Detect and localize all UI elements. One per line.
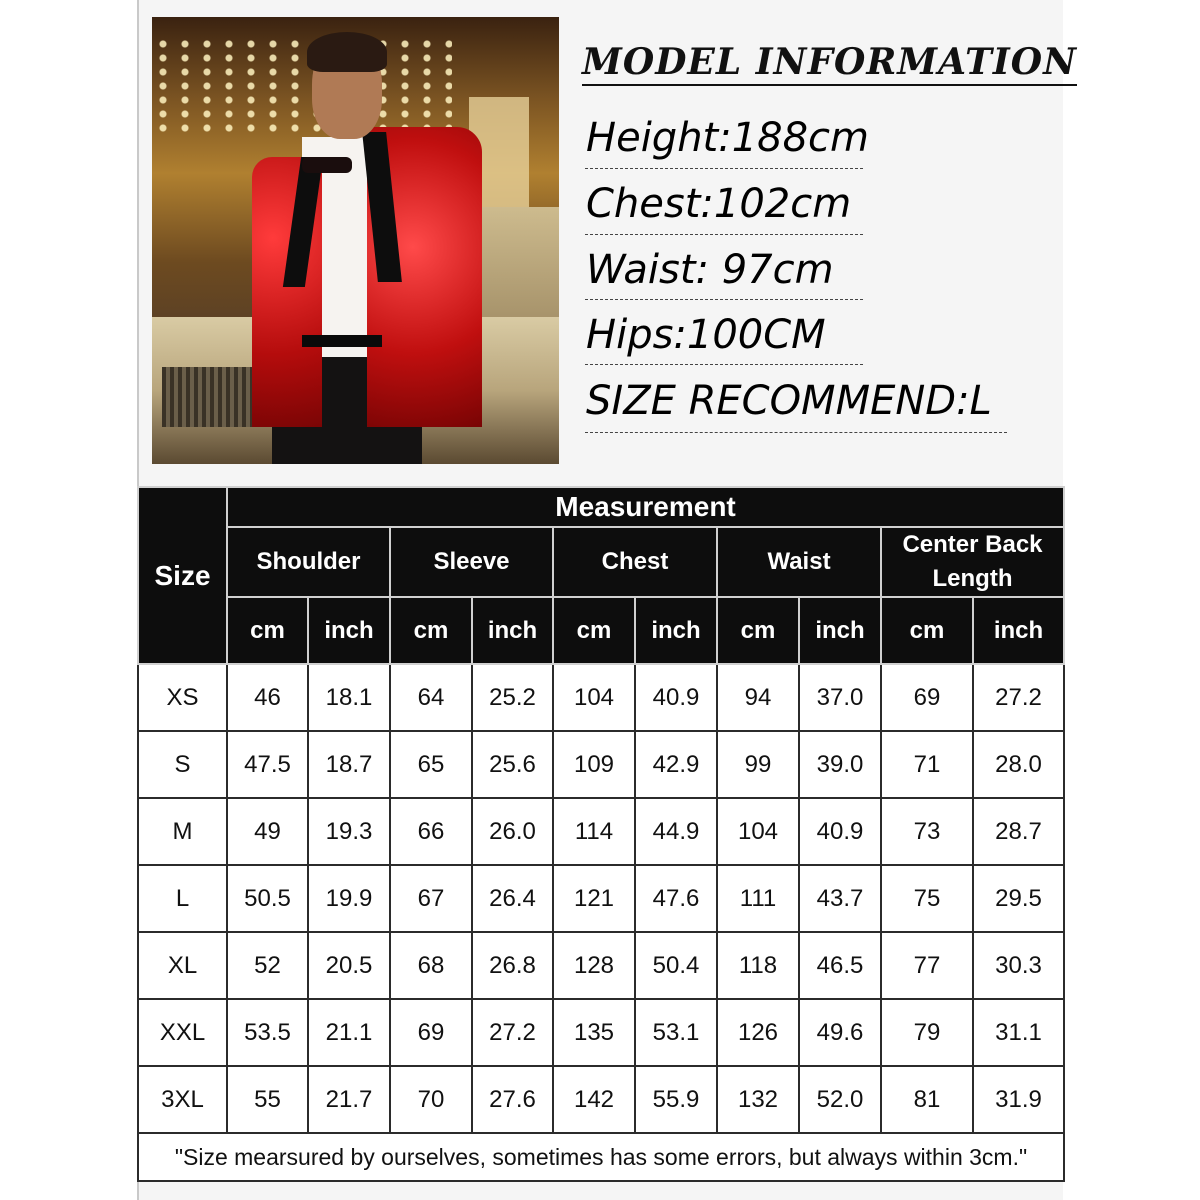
table-cell: 111 [717, 865, 799, 932]
group-header-sleeve: Sleeve [390, 527, 553, 597]
divider [585, 299, 863, 300]
table-cell: 28.0 [973, 731, 1064, 798]
group-header-chest: Chest [553, 527, 717, 597]
table-cell: 114 [553, 798, 635, 865]
table-cell: 47.5 [227, 731, 308, 798]
unit-header: cm [553, 597, 635, 664]
group-header-waist: Waist [717, 527, 881, 597]
table-cell: 128 [553, 932, 635, 999]
table-cell: 118 [717, 932, 799, 999]
table-cell: 46 [227, 664, 308, 731]
table-cell: 121 [553, 865, 635, 932]
divider [585, 234, 863, 235]
divider [585, 364, 863, 365]
table-cell: 64 [390, 664, 472, 731]
table-cell: 25.2 [472, 664, 553, 731]
table-cell: 28.7 [973, 798, 1064, 865]
table-cell: 77 [881, 932, 973, 999]
table-cell: 25.6 [472, 731, 553, 798]
table-row [138, 664, 1064, 731]
table-cell: 55.9 [635, 1066, 717, 1133]
table-cell: 27.6 [472, 1066, 553, 1133]
table-cell: 26.0 [472, 798, 553, 865]
size-cell: XS [138, 664, 227, 731]
table-cell: 31.1 [973, 999, 1064, 1066]
table-row [138, 865, 1064, 932]
table-cell: 44.9 [635, 798, 717, 865]
unit-header: inch [472, 597, 553, 664]
table-cell: 73 [881, 798, 973, 865]
model-photo [152, 17, 559, 464]
table-cell: 79 [881, 999, 973, 1066]
table-cell: 37.0 [799, 664, 881, 731]
table-cell: 53.5 [227, 999, 308, 1066]
size-cell: XL [138, 932, 227, 999]
table-cell: 75 [881, 865, 973, 932]
unit-header: cm [390, 597, 472, 664]
table-note-row [138, 1133, 1064, 1181]
table-cell: 135 [553, 999, 635, 1066]
table-cell: 43.7 [799, 865, 881, 932]
table-cell: 109 [553, 731, 635, 798]
table-cell: 142 [553, 1066, 635, 1133]
table-cell: 26.4 [472, 865, 553, 932]
table-cell: 53.1 [635, 999, 717, 1066]
model-hips: Hips:100CM [586, 312, 826, 358]
bow-tie [302, 157, 352, 173]
table-row [138, 999, 1064, 1066]
table-cell: 40.9 [635, 664, 717, 731]
group-header-shoulder: Shoulder [227, 527, 390, 597]
table-cell: 49.6 [799, 999, 881, 1066]
table-cell: 52.0 [799, 1066, 881, 1133]
table-cell: 21.1 [308, 999, 390, 1066]
table-cell: 126 [717, 999, 799, 1066]
table-cell: 71 [881, 731, 973, 798]
size-cell: S [138, 731, 227, 798]
table-cell: 49 [227, 798, 308, 865]
model-height: Height:188cm [586, 115, 870, 161]
model-info-title: MODEL INFORMATION [582, 44, 1077, 86]
table-cell: 27.2 [973, 664, 1064, 731]
size-chart-table [137, 486, 1065, 1182]
table-cell: 42.9 [635, 731, 717, 798]
table-cell: 55 [227, 1066, 308, 1133]
unit-header: cm [881, 597, 973, 664]
model-hair [307, 32, 387, 72]
group-header-center-back-length: Center Back Length [881, 527, 1064, 597]
table-cell: 19.3 [308, 798, 390, 865]
table-cell: 26.8 [472, 932, 553, 999]
unit-header: inch [973, 597, 1064, 664]
table-row [138, 798, 1064, 865]
belt [302, 335, 382, 347]
table-row [138, 1066, 1064, 1133]
unit-header: inch [308, 597, 390, 664]
table-cell: 31.9 [973, 1066, 1064, 1133]
table-cell: 19.9 [308, 865, 390, 932]
size-recommend: SIZE RECOMMEND:L [586, 378, 992, 424]
measurement-header: Measurement [227, 487, 1064, 527]
table-cell: 104 [553, 664, 635, 731]
table-cell: 30.3 [973, 932, 1064, 999]
table-cell: 18.1 [308, 664, 390, 731]
table-cell: 50.5 [227, 865, 308, 932]
table-cell: 40.9 [799, 798, 881, 865]
size-column-header: Size [138, 487, 227, 664]
table-cell: 104 [717, 798, 799, 865]
table-cell: 94 [717, 664, 799, 731]
size-cell: 3XL [138, 1066, 227, 1133]
measurement-note: "Size mearsured by ourselves, sometimes has some errors, but always within 3cm." [138, 1133, 1064, 1181]
divider [585, 432, 1007, 433]
table-cell: 69 [881, 664, 973, 731]
unit-header: inch [799, 597, 881, 664]
divider [585, 168, 863, 169]
model-waist: Waist: 97cm [586, 247, 834, 293]
table-cell: 39.0 [799, 731, 881, 798]
unit-header: cm [227, 597, 308, 664]
table-cell: 99 [717, 731, 799, 798]
table-cell: 52 [227, 932, 308, 999]
table-cell: 66 [390, 798, 472, 865]
model-chest: Chest:102cm [586, 181, 852, 227]
unit-header: cm [717, 597, 799, 664]
table-cell: 132 [717, 1066, 799, 1133]
table-cell: 81 [881, 1066, 973, 1133]
table-cell: 29.5 [973, 865, 1064, 932]
table-cell: 67 [390, 865, 472, 932]
marquee-lights [152, 37, 452, 137]
table-cell: 68 [390, 932, 472, 999]
table-cell: 18.7 [308, 731, 390, 798]
size-cell: M [138, 798, 227, 865]
table-cell: 47.6 [635, 865, 717, 932]
table-cell: 21.7 [308, 1066, 390, 1133]
size-cell: L [138, 865, 227, 932]
table-row [138, 932, 1064, 999]
unit-header: inch [635, 597, 717, 664]
table-cell: 69 [390, 999, 472, 1066]
table-row [138, 731, 1064, 798]
table-cell: 27.2 [472, 999, 553, 1066]
table-cell: 20.5 [308, 932, 390, 999]
table-cell: 46.5 [799, 932, 881, 999]
size-cell: XXL [138, 999, 227, 1066]
table-cell: 50.4 [635, 932, 717, 999]
car-grille [162, 367, 252, 427]
table-cell: 70 [390, 1066, 472, 1133]
table-cell: 65 [390, 731, 472, 798]
